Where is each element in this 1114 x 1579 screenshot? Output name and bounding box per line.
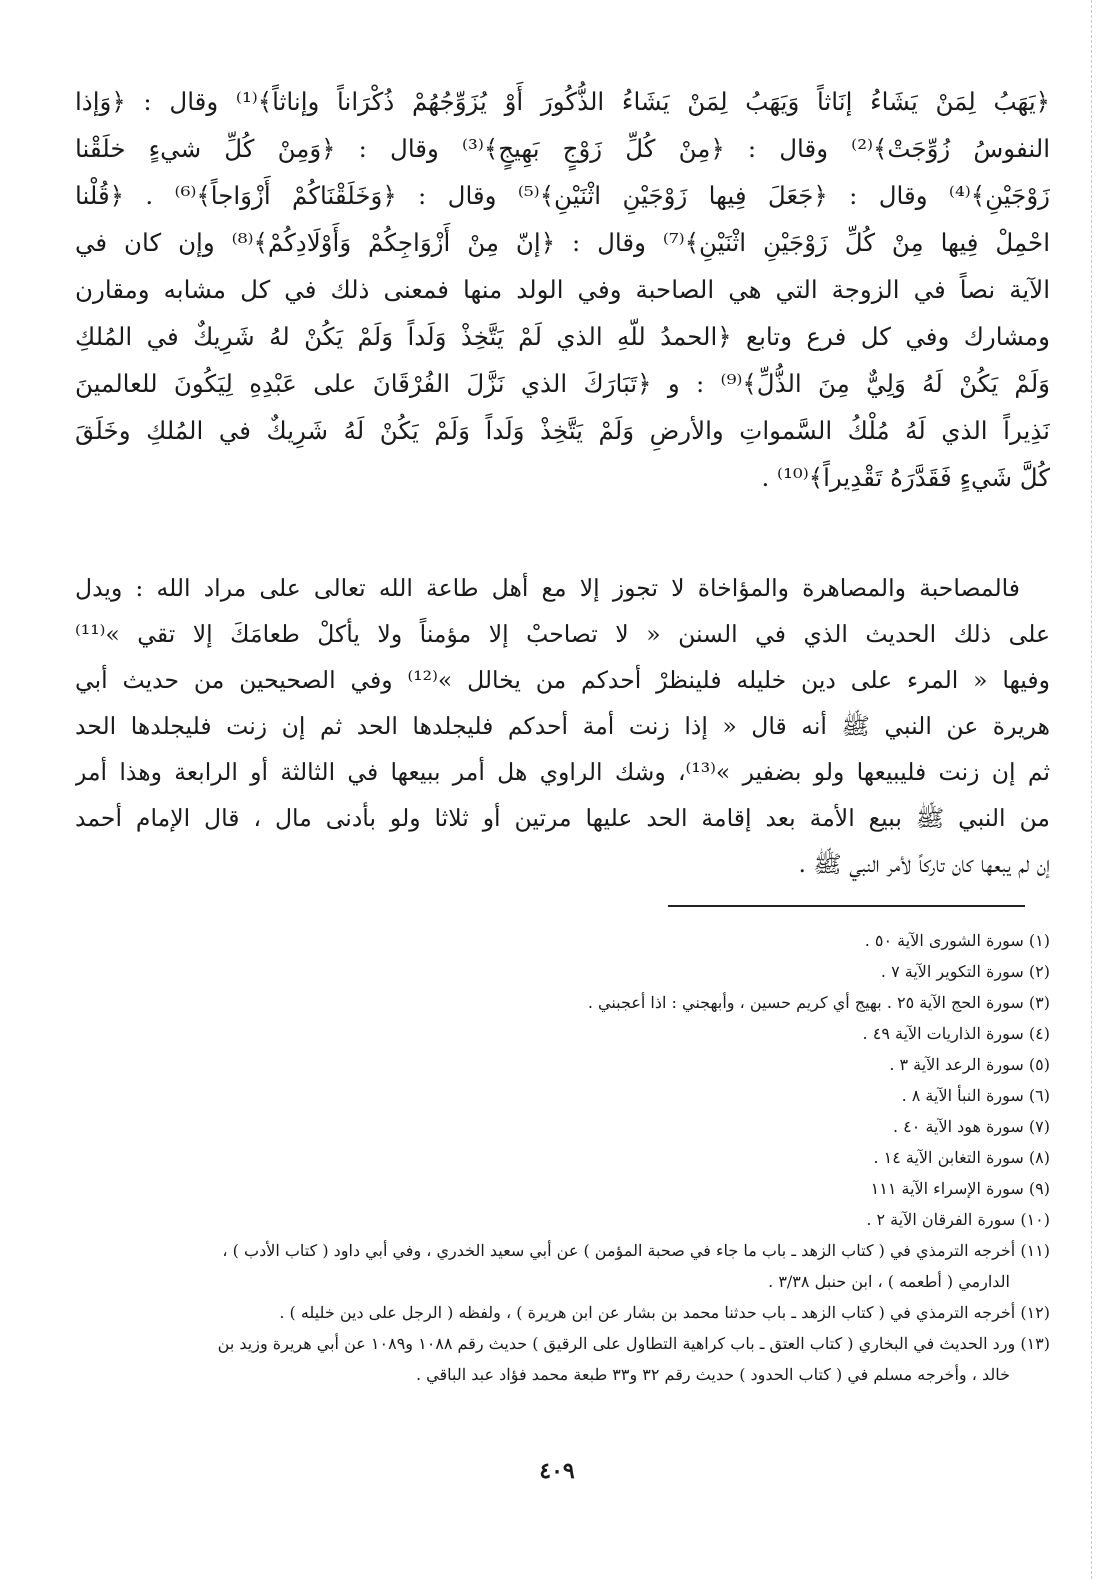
footnote: (٨) سورة التغابن الآية ١٤ . [873, 1148, 1050, 1167]
footnote: (٢) سورة التكوير الآية ٧ . [880, 962, 1050, 981]
scan-margin-rule [1091, 0, 1092, 1579]
text-line: إن لم يبعها كان تاركاً لأمر النبي ﷺ . [798, 850, 1050, 878]
text-line: فالمصاحبة والمصاهرة والمؤاخاة لا تجوز إلا مع أهل طاعة الله تعالى على مراد الله : ويدل [75, 574, 1020, 602]
footnote-continuation: خالد ، وأخرجه مسلم في ( كتاب الحدود ) حديث رقم ٣٢ و٣٣ طبعة محمد فؤاد عبد الباقي . [416, 1365, 1010, 1384]
text-line: ﴿يَهَبُ لِمَنْ يَشَاءُ إنَاثاً وَيَهَبُ لِمَنْ يَشَاءُ الذُّكُورَ أَوْ يُزَوِّجُهُمْ ذُكْرَاناً وإناثاً﴾⁽¹⁾ وقال : ﴿وَإذا [75, 87, 1050, 116]
footnote: (٥) سورة الرعد الآية ٣ . [889, 1055, 1050, 1074]
text-line: الآية نصاً في الزوجة التي هي الصاحبة وفي الولد منها فمعنى ذلك في كل مشابه ومقارن [75, 275, 1050, 304]
footnote-separator [668, 905, 1025, 907]
text-line: زَوْجَيْنِ﴾⁽⁴⁾ وقال : ﴿جَعَلَ فِيها زَوْجَيْنِ اثْنَيْنِ﴾⁽⁵⁾ وقال : ﴿وَخَلَقْنَاكُمْ أَزْوَاجاً﴾⁽⁶⁾ . ﴿قُلْنا [75, 181, 1050, 210]
page-number: ٤٠٩ [539, 1458, 575, 1484]
text-line: النفوسُ زُوِّجَتْ﴾⁽²⁾ وقال : ﴿مِنْ كُلِّ زَوْجٍ بَهِيجٍ﴾⁽³⁾ وقال : ﴿وَمِنْ كُلِّ شيءٍ خلَقْنا [75, 134, 1050, 163]
text-line: كُلَّ شَيءٍ فَقَدَّرَهُ تَقْدِيراً﴾⁽¹⁰⁾ . [761, 463, 1050, 492]
body-paragraph-2 [75, 565, 1050, 887]
footnote: (٤) سورة الذاريات الآية ٤٩ . [862, 1024, 1050, 1043]
text-line: احْمِلْ فِيها مِنْ كُلِّ زَوْجَيْنِ اثْنَيْنِ﴾⁽⁷⁾ وقال : ﴿إنّ مِنْ أَزْوَاجِكُمْ وَأَوْلَادِكُمْ﴾⁽⁸⁾ وإن كان في [75, 228, 1050, 257]
footnote: (٣) سورة الحج الآية ٢٥ . بهيج أي كريم حسين ، وأبهجني : اذا أعجبني . [587, 993, 1050, 1012]
footnote: (١٣) ورد الحديث في البخاري ( كتاب العتق ـ باب كراهية التطاول على الرقيق ) حديث رقم ١٠٨٨ و١٠٨٩ عن أبي هريرة وزيد بن [217, 1334, 1050, 1353]
text-line: هريرة عن النبي ﷺ أنه قال « إذا زنت أمة أحدكم فليجلدها الحد ثم إن زنت فليجلدها الحد [75, 712, 1050, 740]
text-line: ومشارك وفي كل فرع وتابع ﴿الحمدُ للّهِ الذي لَمْ يَتَّخِذْ وَلَداً وَلَمْ يَكُنْ لهُ شَرِيكٌ في المُلكِ [75, 322, 1050, 351]
text-line: ثم إن زنت فليبيعها ولو بضفير »⁽¹³⁾، وشك الراوي هل أمر ببيعها في الثالثة أو الرابعة وهذا أمر [75, 758, 1050, 786]
text-line: نَذِيراً الذي لَهُ مُلْكُ السَّمواتِ والأرضِ وَلَمْ يَتَّخِذْ وَلَداً وَلَمْ يَكُنْ لَهُ شَرِيكٌ في المُلكِ وخَلَقَ [75, 416, 1050, 445]
body-paragraph-1 [75, 78, 1050, 501]
footnote: (٦) سورة النبأ الآية ٨ . [901, 1086, 1050, 1105]
text-line: وَلَمْ يَكُنْ لَهُ وَلِيٌّ مِنَ الذُّلِّ﴾⁽⁹⁾ : و ﴿تَبَارَكَ الذي نَزَّلَ الفُرْقَانَ على عَبْدِهِ لِيَكُونَ للعالمينَ [75, 369, 1050, 398]
text-line: من النبي ﷺ ببيع الأمة بعد إقامة الحد عليها مرتين أو ثلاثا ولو بأدنى مال ، قال الإمام أحمد [75, 804, 1050, 832]
footnote-continuation: الدارمي ( أطعمه ) ، ابن حنبل ٣/٣٨ . [768, 1272, 1010, 1291]
footnote: (١٢) أخرجه الترمذي في ( كتاب الزهد ـ باب حدثنا محمد بن بشار عن ابن هريرة ) ، ولفظه ( الرجل على دين خليله ) . [279, 1303, 1050, 1322]
footnote: (١٠) سورة الفرقان الآية ٢ . [866, 1210, 1050, 1229]
text-line: وفيها « المرء على دين خليله فلينظرْ أحدكم من يخالل »⁽¹²⁾ وفي الصحيحين من حديث أبي [75, 666, 1050, 694]
footnote: (٩) سورة الإسراء الآية ١١١ [870, 1179, 1050, 1198]
footnote: (١١) أخرجه الترمذي في ( كتاب الزهد ـ باب ما جاء في صحبة المؤمن ) عن أبي سعيد الخدري ، وفي أبي داود ( كتاب الأدب ) ، [222, 1241, 1050, 1260]
footnote: (٧) سورة هود الآية ٤٠ . [893, 1117, 1050, 1136]
footnote: (١) سورة الشورى الآية ٥٠ . [864, 931, 1050, 950]
text-line: على ذلك الحديث الذي في السنن « لا تصاحبْ إلا مؤمناً ولا يأكلْ طعامَكَ إلا تقي »⁽¹¹⁾ [75, 620, 1050, 648]
footnotes [50, 925, 1050, 1390]
